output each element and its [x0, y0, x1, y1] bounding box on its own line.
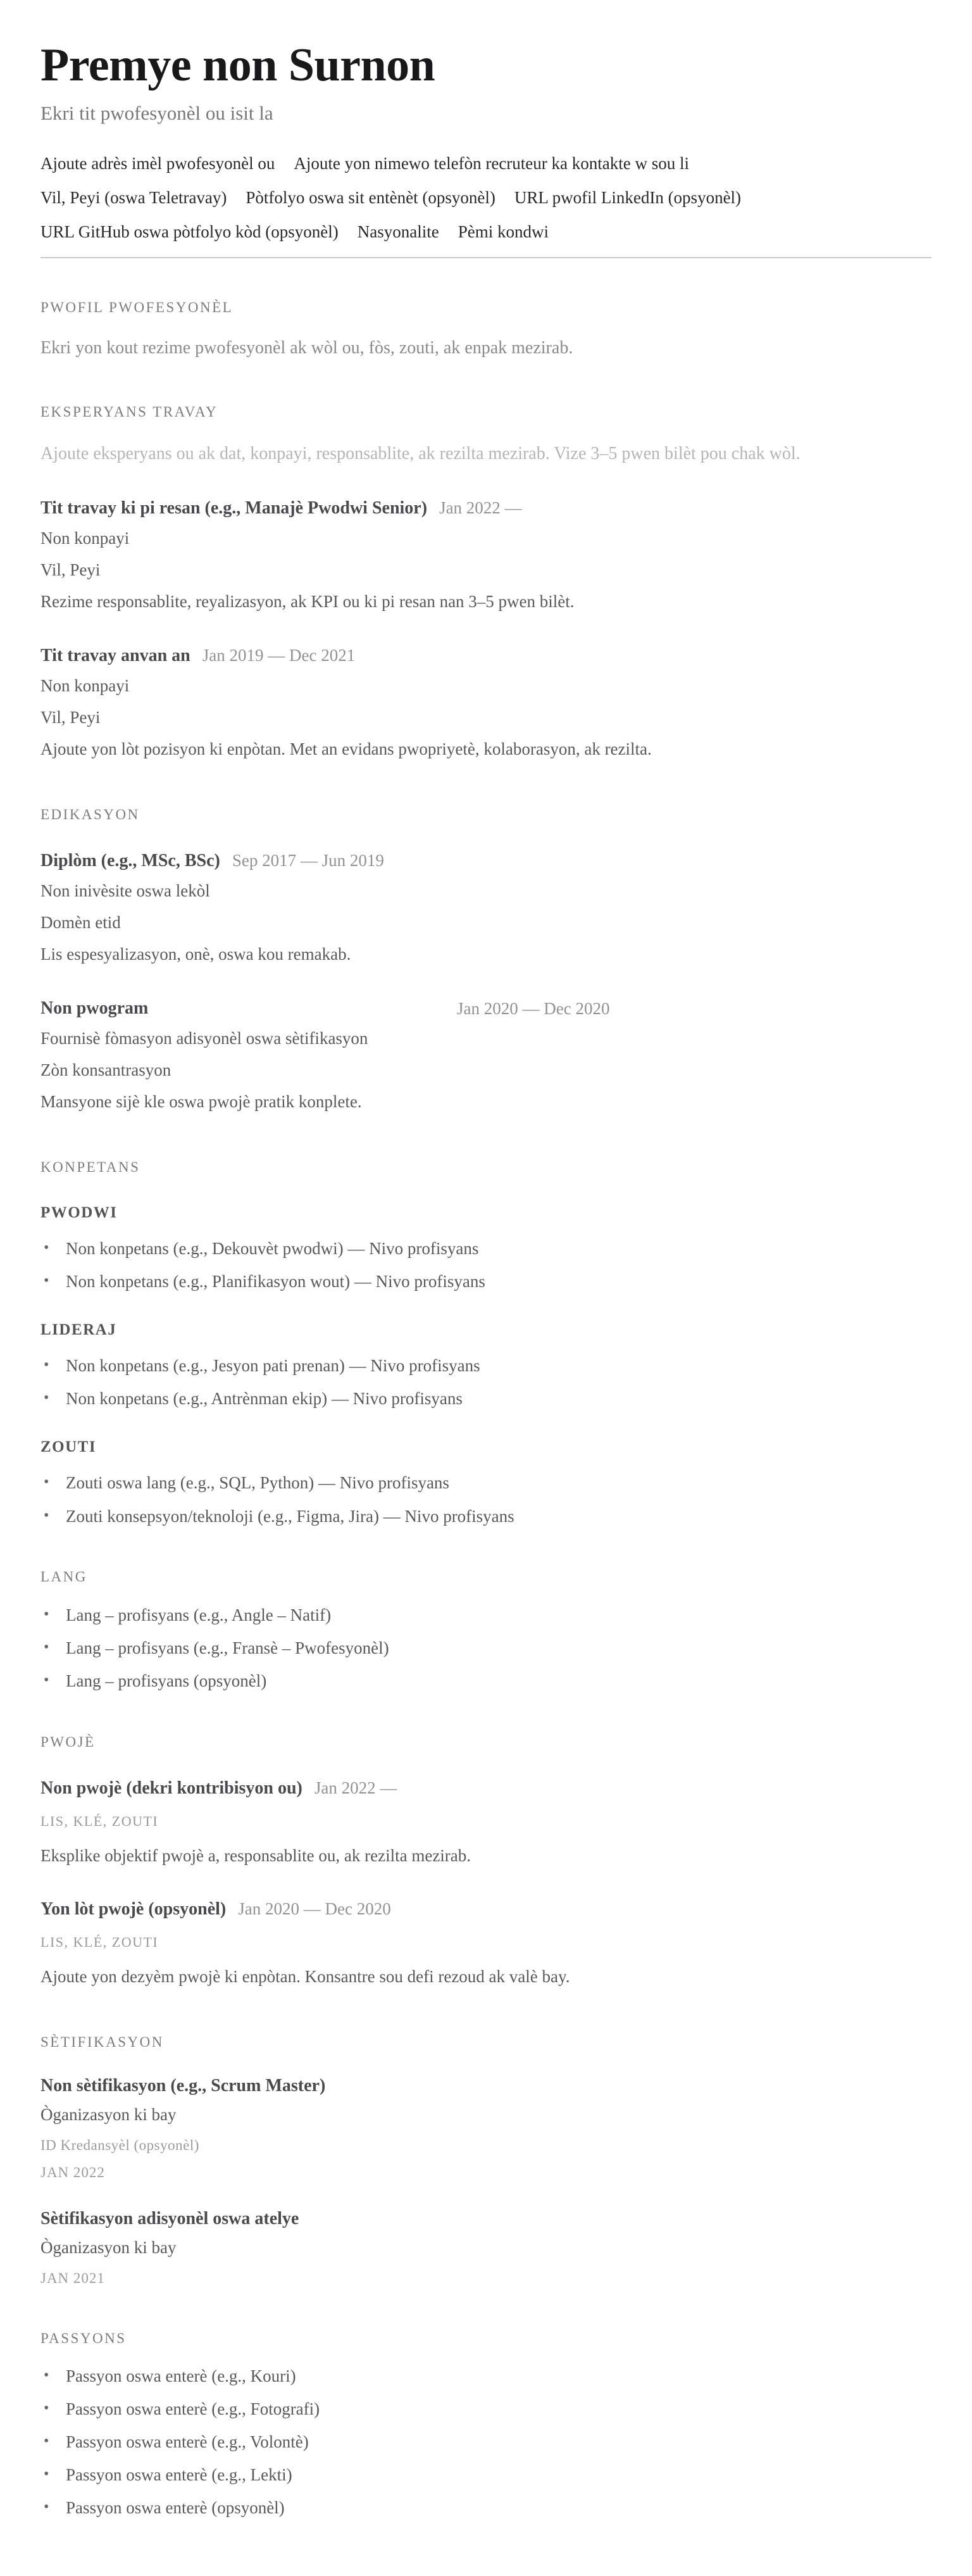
- skill-list: [40, 1472, 932, 1527]
- job-location: Vil, Peyi: [40, 560, 101, 580]
- education-dates: Sep 2017 — Jun 2019: [232, 851, 384, 870]
- contact-linkedin: URL pwofil LinkedIn (opsyonèl): [514, 188, 742, 208]
- candidate-name: Premye non Surnon: [40, 39, 435, 91]
- skill-item: [40, 1505, 932, 1528]
- skill-list: [40, 1238, 932, 1293]
- passion-item: [40, 2431, 932, 2453]
- job-title-line: [40, 642, 932, 670]
- contact-github: URL GitHub oswa pòtfolyo kòd (opsyonèl): [40, 222, 339, 242]
- skill-item: [40, 1355, 932, 1377]
- bullet-icon: [40, 1271, 66, 1292]
- project-dates: Jan 2022 —: [314, 1778, 397, 1798]
- passion-item-text: Passyon oswa enterè (e.g., Fotografi): [66, 2399, 320, 2418]
- bullet-icon: [40, 1604, 66, 1626]
- skill-item-text: Non konpetans (e.g., Dekouvèt pwodwi) — Nivo profisyans: [66, 1239, 479, 1259]
- job-company: Non konpayi: [40, 675, 130, 695]
- school-name: Fournisè fòmasyon adisyonèl oswa sètifikasyon: [40, 1028, 368, 1048]
- contact-row: [40, 154, 932, 173]
- contact-block: [40, 154, 932, 242]
- contact-portfolio: Pòtfolyo oswa sit entènèt (opsyonèl): [246, 188, 495, 208]
- section-heading-education: EDIKASYON: [40, 806, 140, 822]
- job-summary: Rezime responsablite, reyalizasyon, ak KPI ou ki pi resan nan 3–5 pwen bilèt.: [40, 592, 575, 612]
- passion-list: [40, 2365, 932, 2519]
- bullet-icon: [40, 2497, 66, 2518]
- contact-location: Vil, Peyi (oswa Teletravay): [40, 188, 227, 208]
- job-title: Tit travay anvan an: [40, 646, 190, 666]
- certification-entry: [40, 2205, 932, 2289]
- skill-item-text: Zouti konsepsyon/teknoloji (e.g., Figma, Jira) — Nivo profisyans: [66, 1506, 514, 1526]
- field-of-study: Zòn konsantrasyon: [40, 1060, 171, 1079]
- section-heading-profile: PWOFIL PWOFESYONÈL: [40, 299, 234, 316]
- bullet-icon: [40, 1637, 66, 1659]
- school-name: Non inivèsite oswa lekòl: [40, 881, 210, 901]
- skill-item: [40, 1388, 932, 1410]
- degree-title: Diplòm (e.g., MSc, BSc): [40, 851, 220, 871]
- degree-title-line: [40, 847, 932, 876]
- issuing-organization: Òganizasyon ki bay: [40, 2105, 177, 2125]
- bullet-icon: [40, 2398, 66, 2420]
- language-item-text: Lang – profisyans (e.g., Angle – Natif): [66, 1605, 332, 1625]
- bullet-icon: [40, 2365, 66, 2387]
- skill-item: [40, 1271, 932, 1293]
- skill-category-tools: ZOUTI: [40, 1438, 97, 1456]
- project-title: Non pwojè (dekri kontribisyon ou): [40, 1778, 302, 1799]
- field-of-study: Domèn etid: [40, 913, 121, 933]
- passion-item-text: Passyon oswa enterè (opsyonèl): [66, 2498, 285, 2518]
- certification-title: Non sètifikasyon (e.g., Scrum Master): [40, 2076, 326, 2096]
- skill-item-text: Zouti oswa lang (e.g., SQL, Python) — Nivo profisyans: [66, 1473, 449, 1493]
- contact-driving-permit: Pèmi kondwi: [458, 222, 549, 242]
- job-location: Vil, Peyi: [40, 707, 101, 727]
- experience-intro-placeholder: Ajoute eksperyans ou ak dat, konpayi, responsablite, ak rezilta mezirab. Vize 3–5 pwen bilèt pou chak wòl.: [40, 444, 801, 464]
- program-title-line: [40, 995, 932, 1023]
- job-entry: [40, 642, 932, 765]
- passion-item-text: Passyon oswa enterè (e.g., Kouri): [66, 2366, 296, 2385]
- job-entry: [40, 494, 932, 618]
- skill-item-text: Non konpetans (e.g., Jesyon pati prenan) — Nivo profisyans: [66, 1356, 480, 1376]
- contact-email: Ajoute adrès imèl pwofesyonèl ou: [40, 154, 275, 173]
- certification-title-line: [40, 2072, 932, 2101]
- project-description: Eksplike objektif pwojè a, responsablite ou, ak rezilta mezirab.: [40, 1845, 471, 1865]
- project-description: Ajoute yon dezyèm pwojè ki enpòtan. Konsantre sou defi rezoud ak valè bay.: [40, 1966, 570, 1986]
- contact-phone: Ajoute yon nimewo telefòn recruteur ka kontakte w sou li: [294, 154, 689, 173]
- project-meta: LIS, KLÉ, ZOUTI: [40, 1813, 159, 1829]
- skill-item-text: Non konpetans (e.g., Planifikasyon wout) — Nivo profisyans: [66, 1272, 485, 1291]
- job-dates: Jan 2022 —: [439, 498, 522, 518]
- credential-id: ID Kredansyèl (opsyonèl): [40, 2137, 199, 2154]
- job-title: Tit travay ki pi resan (e.g., Manajè Pwodwi Senior): [40, 498, 428, 518]
- certification-title-line: [40, 2205, 932, 2234]
- project-title-line: [40, 1775, 932, 1803]
- passion-item-text: Passyon oswa enterè (e.g., Lekti): [66, 2465, 292, 2485]
- certification-entry: [40, 2072, 932, 2183]
- education-entry: [40, 847, 932, 971]
- language-list: [40, 1604, 932, 1692]
- skill-category-leadership: LIDERAJ: [40, 1321, 117, 1339]
- contact-nationality: Nasyonalite: [357, 222, 439, 242]
- contact-row: [40, 188, 932, 208]
- skill-list: [40, 1355, 932, 1410]
- section-heading-experience: EKSPERYANS TRAVAY: [40, 403, 218, 420]
- skill-item: [40, 1472, 932, 1494]
- education-dates: Jan 2020 — Dec 2020: [457, 998, 610, 1018]
- certification-date: JAN 2022: [40, 2164, 105, 2180]
- education-note: Lis espesyalizasyon, onè, oswa kou remakab.: [40, 944, 351, 964]
- bullet-icon: [40, 1238, 66, 1259]
- language-item-text: Lang – profisyans (opsyonèl): [66, 1671, 267, 1691]
- issuing-organization: Òganizasyon ki bay: [40, 2237, 177, 2257]
- project-dates: Jan 2020 — Dec 2020: [238, 1899, 391, 1919]
- bullet-icon: [40, 2431, 66, 2453]
- program-title: Non pwogram: [40, 998, 149, 1018]
- passion-item: [40, 2464, 932, 2486]
- passion-item: [40, 2497, 932, 2519]
- passion-item: [40, 2365, 932, 2387]
- bullet-icon: [40, 1388, 66, 1409]
- skill-item-text: Non konpetans (e.g., Antrènman ekip) — Nivo profisyans: [66, 1389, 463, 1409]
- language-item: [40, 1637, 932, 1659]
- section-heading-skills: KONPETANS: [40, 1159, 140, 1175]
- job-summary: Ajoute yon lòt pozisyon ki enpòtan. Met an evidans pwopriyetè, kolaborasyon, ak rezilta.: [40, 739, 652, 758]
- section-heading-projects: PWOJÈ: [40, 1733, 96, 1750]
- project-entry: [40, 1775, 932, 1871]
- job-dates: Jan 2019 — Dec 2021: [202, 646, 356, 665]
- section-heading-languages: LANG: [40, 1568, 87, 1585]
- job-title-line: [40, 494, 932, 523]
- bullet-icon: [40, 1670, 66, 1692]
- skill-category-product: PWODWI: [40, 1204, 118, 1222]
- skill-item: [40, 1238, 932, 1260]
- passion-item: [40, 2398, 932, 2420]
- project-title-line: [40, 1895, 932, 1924]
- education-note: Mansyone sijè kle oswa pwojè pratik konplete.: [40, 1091, 362, 1111]
- bullet-icon: [40, 1505, 66, 1527]
- contact-row: [40, 222, 932, 242]
- section-heading-passions: PASSYONS: [40, 2330, 127, 2347]
- certification-date: JAN 2021: [40, 2270, 105, 2286]
- language-item: [40, 1604, 932, 1626]
- language-item-text: Lang – profisyans (e.g., Fransè – Pwofesyonèl): [66, 1638, 389, 1658]
- bullet-icon: [40, 2464, 66, 2485]
- education-entry: [40, 995, 932, 1118]
- project-title: Yon lòt pwojè (opsyonèl): [40, 1899, 227, 1919]
- profile-summary-placeholder: Ekri yon kout rezime pwofesyonèl ak wòl ou, fòs, zouti, ak enpak mezirab.: [40, 337, 573, 358]
- professional-title-placeholder: Ekri tit pwofesyonèl ou isit la: [40, 101, 273, 124]
- certification-title: Sètifikasyon adisyonèl oswa atelye: [40, 2209, 299, 2229]
- project-entry: [40, 1895, 932, 1992]
- section-heading-certifications: SÈTIFIKASYON: [40, 2033, 164, 2050]
- project-meta: LIS, KLÉ, ZOUTI: [40, 1934, 159, 1951]
- passion-item-text: Passyon oswa enterè (e.g., Volontè): [66, 2432, 309, 2452]
- bullet-icon: [40, 1355, 66, 1376]
- job-company: Non konpayi: [40, 529, 130, 548]
- language-item: [40, 1670, 932, 1692]
- bullet-icon: [40, 1472, 66, 1493]
- header-divider: [40, 257, 932, 258]
